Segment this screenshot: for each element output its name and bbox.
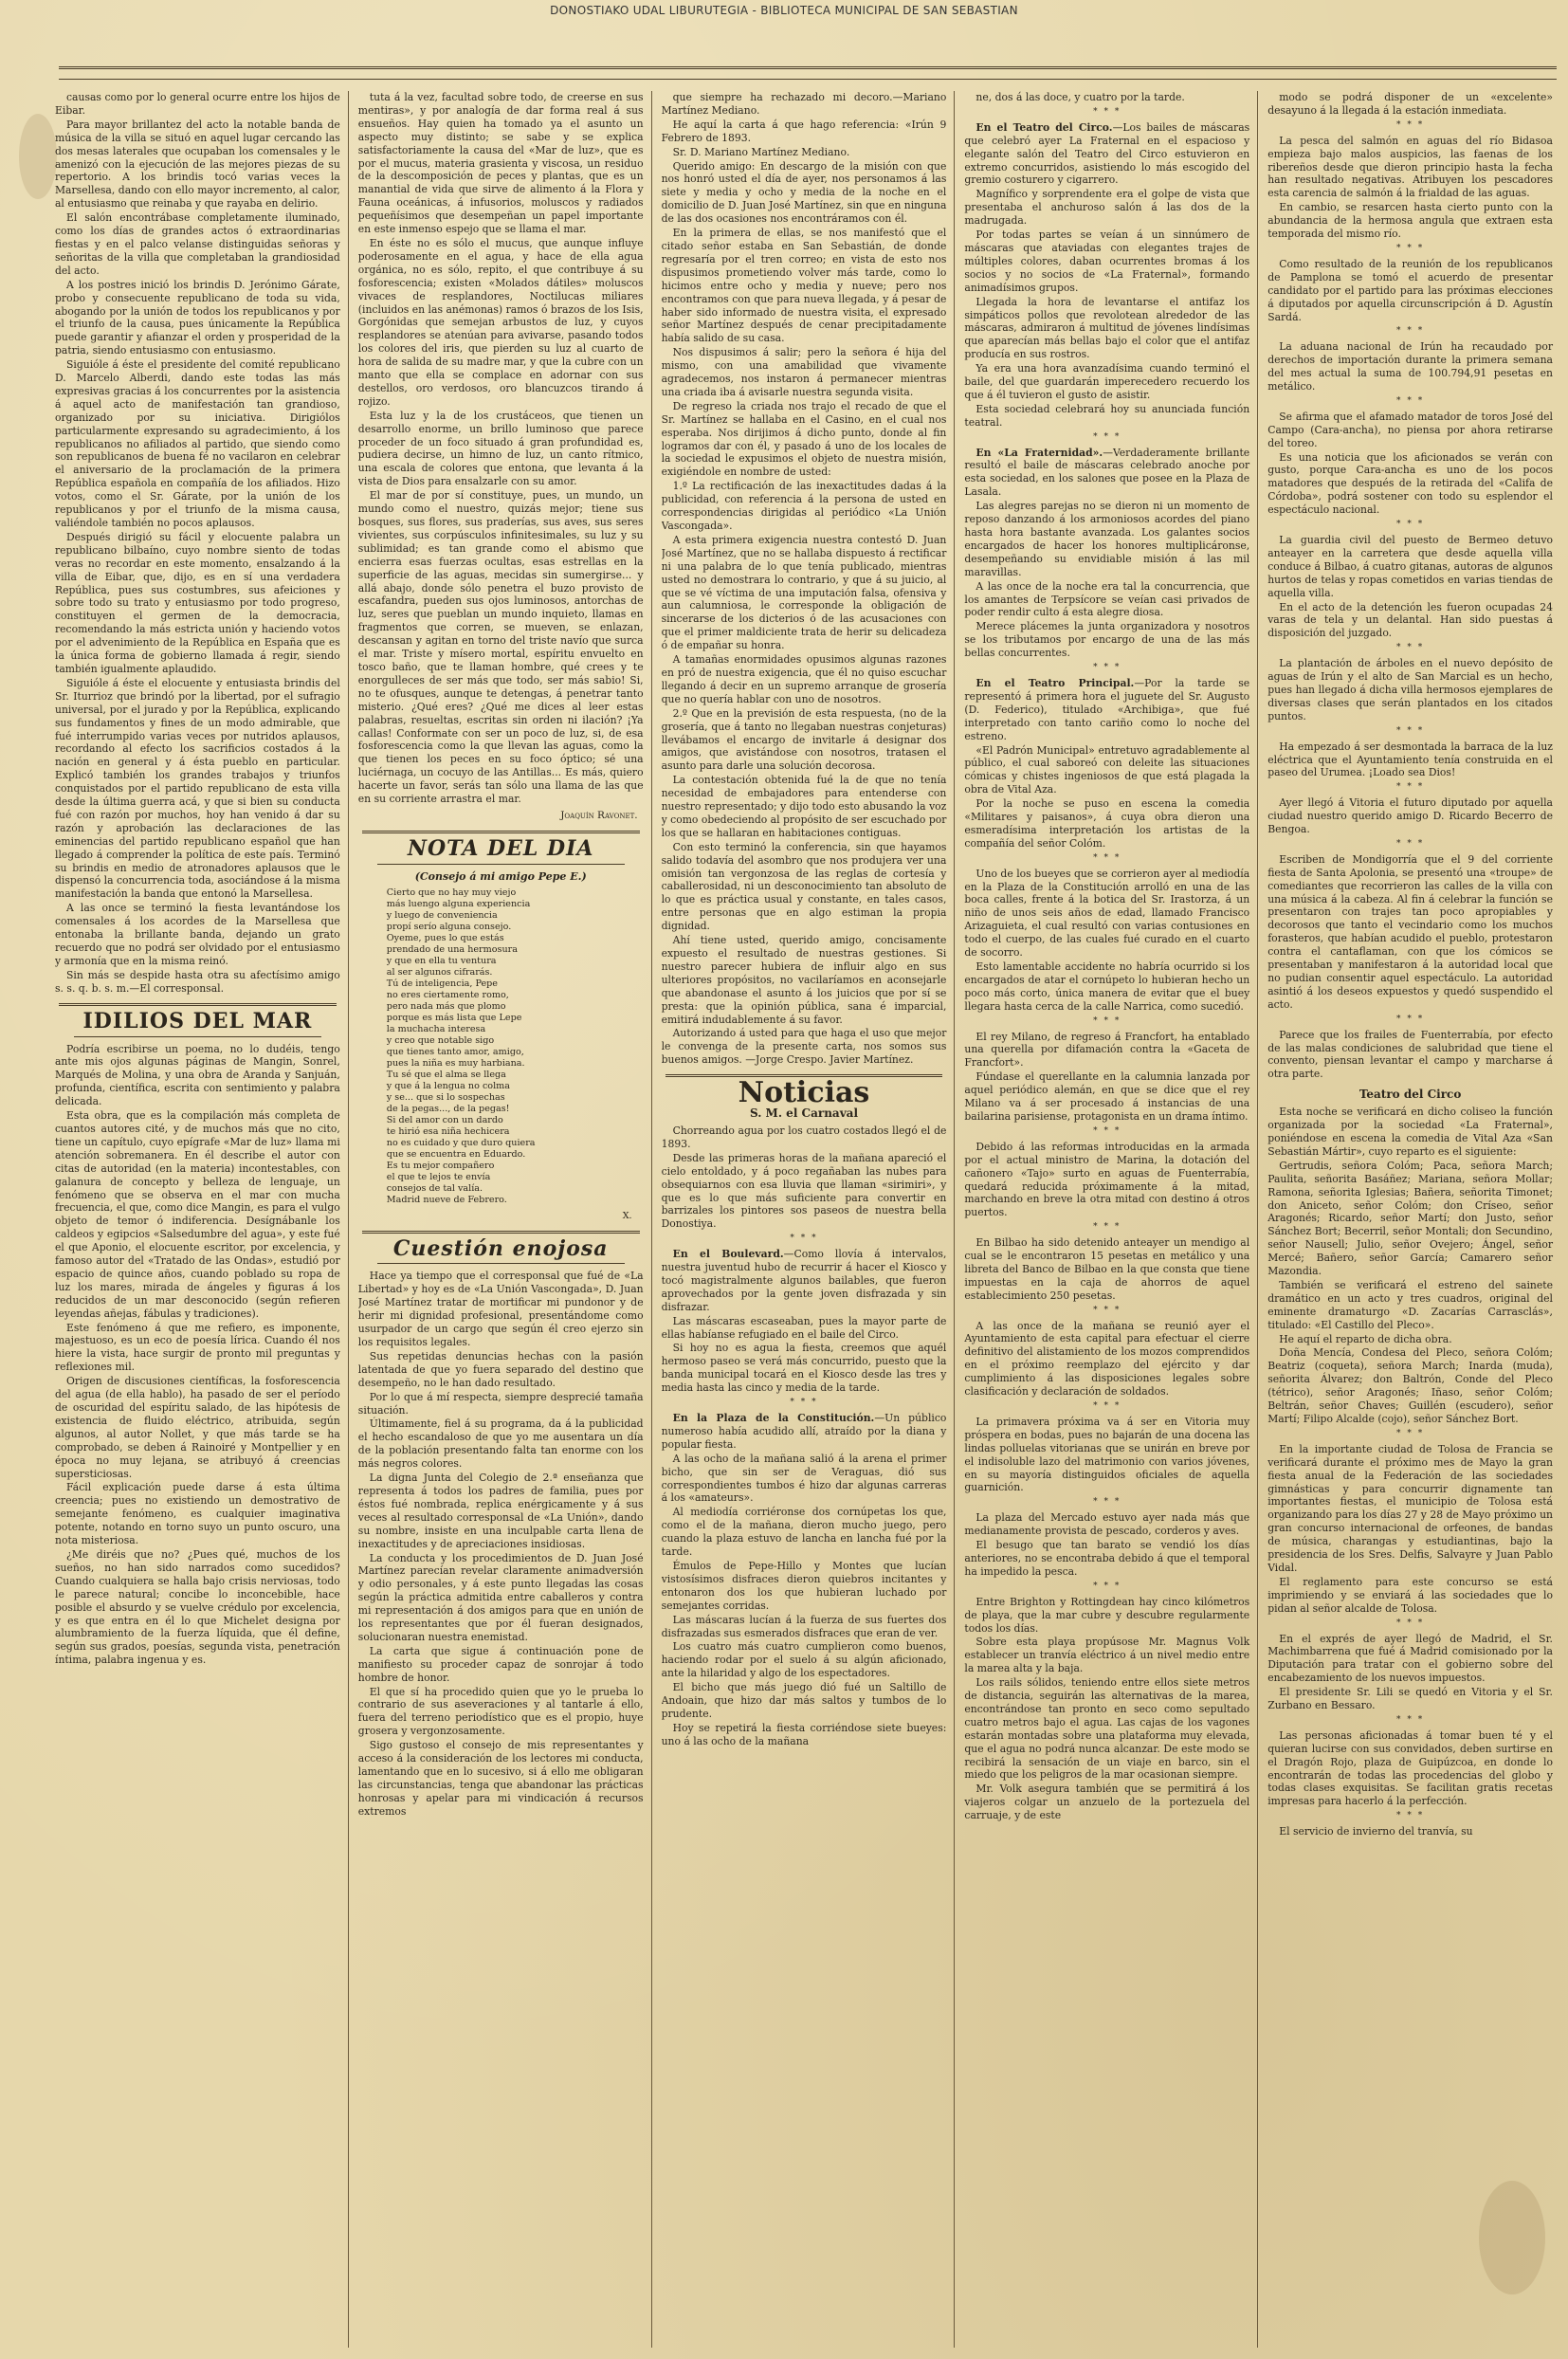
verse-line: la muchacha interesa	[386, 1023, 486, 1034]
paragraph: De regreso la criada nos trajo el recado de que el Sr. Martínez se hallaba en el Casino, en el cual nos esperaba. Nos dirijimos á dicho punto, donde al fin logramos dar con él, y pasado á uno de los locales de la sociedad le expusimos el objeto de nuestra misión, exigiéndole en nombre de usted:	[661, 399, 947, 479]
paragraph: «El Padrón Municipal» entretuvo agradablemente al público, el cual saboreó con deleite las situaciones cómicas y chistes ingeniosos de que está plagada la obra de Vital Aza.	[964, 743, 1250, 796]
separator-stars: * * *	[1395, 326, 1425, 337]
separator-stars: * * *	[1395, 1428, 1425, 1438]
paragraph: Querido amigo: En descargo de la misión con que nos honró usted el día de ayer, nos personamos á las siete y media y ocho y media de la noche en el domicilio de D. Juan José Martínez, sin que en ninguna de las dos ocasiones nos encontráramos con él.	[661, 159, 947, 226]
verse-signature: X.	[622, 1210, 632, 1221]
paragraph: El que sí ha procedido quien que yo le prueba lo contrario de sus aseveraciones y al tantarle á ello, fuera del terreno periodístico que es el propio, huye grosera y vergonzosamente.	[357, 1685, 644, 1738]
separator-stars: * * *	[1395, 395, 1425, 406]
paragraph: Las máscaras escaseaban, pues la mayor parte de ellas habíanse refugiado en el baile del Circo.	[661, 1314, 947, 1341]
verse-line: que se encuentra en Eduardo.	[386, 1148, 526, 1160]
paragraph: El besugo que tan barato se vendió los días anteriores, no se encontraba debido á que el temporal ha impedido la pesca.	[964, 1539, 1250, 1578]
verse-line: Tu sé que el alma se llega	[386, 1069, 506, 1080]
paragraph: Hoy se repetirá la fiesta corriéndose siete bueyes: uno á las ocho de la mañana	[661, 1721, 947, 1747]
paragraph: Siguióle á éste el elocuente y entusiasta brindis del Sr. Iturrioz que brindó por la libertad, por el sufragio universal, por el jurado y por la República, explicando sus fundamentos y fines de un modo admirable, que fué interrumpido varias veces por nutridos aplausos, recordando al efecto los sacrificios costados á la nación en general y á ésta pueblo en particular. Explicó también los grandes trabajos y triunfos conquistados por el partido republicano de esta villa desde la última guerra acá, y que si bien su conducta fué con razón por muchos, hoy han venido á dar su razón y aprobación las declaraciones de las eminencias del partido republicano español que han llegado á comprender la política de este país. Terminó su brindis en medio de atronadores aplausos que le dispensó la concurrencia toda, asociándose á la misma manifestación la banda que entonó la Marsellesa.	[55, 676, 340, 901]
verse-line: Si del amor con un dardo	[386, 1114, 503, 1125]
paragraph: La digna Junta del Colegio de 2.ª enseñanza que representa á todos los padres de familia, pues por éstos fué nombrada, replica enérgicamente y á sus veces al resultado corresponsal de «La Unión», dando su nombre, insiste en una inculpable carta llena de inexactitudes y de apreciaciones insidiosas.	[357, 1472, 644, 1550]
separator-stars: * * *	[1093, 852, 1121, 863]
paragraph: tuta á la vez, facultad sobre todo, de creerse en sus mentiras», y por analogía de dar forma real á sus ensueños. Hay quien ha tomado ya el asunto un aspecto muy distinto; se sabe y se explica satisfactoriamente la causa del «Mar de luz», que es por el mucus, materia grasienta y viscosa, un residuo de la descomposición de peces y plantas, que es un manantial de vida que sirve de alimento á la Flora y Fauna oceánicas, á infusorios, moluscos y radiados pequeñísimos que desempeñan un papel importante en este inmenso espejo que se llama el mar.	[357, 91, 644, 236]
paragraph: Ayer llegó á Vitoria el futuro diputado por aquella ciudad nuestro querido amigo D. Ricardo Becerro de Bengoa.	[1267, 796, 1553, 836]
verse-line: y luego de conveniencia	[386, 909, 498, 921]
verse-line: consejos de tal valía.	[386, 1182, 483, 1194]
run-in-text: —Verdaderamente brillante resultó el baile de máscaras celebrado anoche por esta sociedad, en los salones que posee en la Plaza de Lasala.	[964, 446, 1250, 499]
paragraph: modo se podrá disponer de un «excelente» desayuno á la llegada á la estación inmediata.	[1267, 91, 1553, 117]
archive-header: DONOSTIAKO UDAL LIBURUTEGIA - BIBLIOTECA MUNICIPAL DE SAN SEBASTIAN	[550, 4, 1018, 17]
column-2	[358, 91, 652, 2348]
paragraph: Últimamente, fiel á su programa, da á la publicidad el hecho escandaloso de que yo me ausentara un día de la población presentando falta tan enorme con los más negros colores.	[357, 1417, 644, 1471]
column-1	[55, 91, 349, 2348]
paragraph	[964, 121, 1249, 188]
verse-block	[387, 887, 634, 1206]
paragraph	[964, 677, 1249, 743]
paragraph: ne, dos á las doce, y cuatro por la tarde.	[975, 91, 1185, 103]
verse-line: Madrid nueve de Febrero.	[386, 1194, 507, 1205]
verse-line: pues la niña es muy harbiana.	[386, 1057, 525, 1069]
separator-stars: * * *	[1093, 431, 1121, 442]
separator-stars: * * *	[1093, 106, 1121, 117]
paper-stain	[19, 114, 57, 199]
run-in-heading: En el Teatro Principal.	[975, 676, 1135, 689]
run-in-heading: En el Teatro del Circo.	[975, 120, 1113, 134]
verse-line: de la pegas..., de la pegas!	[386, 1103, 510, 1114]
paragraph: El mar de por sí constituye, pues, un mundo, un mundo como el nuestro, quizás mejor; tiene sus bosques, sus flores, sus praderías, sus aves, sus seres vivientes, sus corpúsculos infinitesimales, su luz y su sublimidad; es tan grande como el abismo que encierra esas fuerzas ocultas, esas estrellas en la superficie de las aguas, mecidas sin sumergirse... y allá abajo, donde sólo penetra el buzo provisto de escafandra, pueden sus ojos luminosos, antorchas de luz, seres que pueblan un mundo inquieto, llamas en fragmentos que corren, se mueven, se enlazan, descansan y agitan en torno del triste navío que surca el mar. Triste y mísero mortal, espíritu envuelto en tosco baño, que te llaman hombre, qué crees y te enorgulleces de ser más que todo, ser más sabio! Si, no te ofusques, aunque te detengas, á penetrar tanto misterio. ¿Qué eres? ¿Qué me dices al leer estas palabras, resueltas, escritas sin orden ni ilación? ¡Ya callas! Conformate con ser un poco de luz, si, de esa fosforescencia como la que llevan las aguas, como la que tienen los peces en su foco óptico; sé una luciérnaga, un cocuyo de las Antillas... Es más, quiero hacerte un favor, serás tan sólo una llama de las que en su corriente arrastra el mar.	[357, 489, 644, 806]
separator-stars: * * *	[1395, 643, 1425, 653]
paragraph: Las máscaras lucían á la fuerza de sus fuertes dos disfrazadas sus esmerados disfraces que eran de ver.	[661, 1613, 947, 1639]
verse-line: más luengo alguna experiencia	[386, 898, 531, 909]
paragraph: Fúndase el querellante en la calumnia lanzada por aquel periódico alemán, en que se dice que el rey Milano va á ser procesado á instancias de una bailarina parisiense, protagonista en un drama íntimo.	[964, 1070, 1250, 1123]
verse-line: Oyeme, pues lo que estás	[386, 932, 504, 943]
separator-stars: * * *	[1395, 520, 1425, 530]
verse-line: te hirió esa niña hechicera	[386, 1125, 510, 1137]
run-in-heading: En el Boulevard.	[672, 1248, 784, 1261]
paragraph: Escriben de Mondigorría que el 9 del corriente fiesta de Santa Apolonia, se presentó una «troupe» de comediantes que recorrieron las calles de la villa con una música á la cabeza. Al fin á celebrar la función se presentaron con trajes tan poco apropiables y decorosos que tanto el vecindario como los muchos forasteros, que habían acudido el pueblo, protestaron contra el cantaflaman, con que los cómicos se presentaban y manifestaron á la autoridad local que no pudian consentir aquel espectáculo. La autoridad asintió á los deseos expuestos y quedó suspendido el acto.	[1267, 852, 1553, 1011]
paragraph: Hace ya tiempo que el corresponsal que fué de «La Libertad» y hoy es de «La Unión Vascongada», D. Juan José Martínez tratar de mortificar mi pundonor y de herir mi dignidad profesional, presentándome como usurpador de un cargo que según él creo ejerzo sin los requisitos legales.	[357, 1270, 644, 1348]
paragraph: Mr. Volk asegura también que se permitirá á los viajeros colgar un anzuelo de la portezuela del carruaje, y de este	[964, 1783, 1250, 1822]
section-heading-cuestion: Cuestión enojosa	[392, 1235, 609, 1261]
subheading-carnaval: S. M. el Carnaval	[749, 1106, 859, 1121]
paragraph: Fácil explicación puede darse á esta última creencia; pues no existiendo un demostrativo de semejante fenómeno, es cualquier imaginativa potente, notando en torno suyo un punto oscuro, una nota misteriosa.	[55, 1481, 340, 1547]
paragraph: En éste no es sólo el mucus, que aunque influye poderosamente en el agua, y hace de ella agua orgánica, no es sólo, repito, el que contribuye á su fosforescencia; existen «Molados dátiles» moluscos vivaces de resplandores, Noctilucas miliares (incluidos en las anémonas) ramos ó brazos de los Isis, Gorgónidas que semejan arbustos de luz, y cuyos resplandores se atenúan para avivarse, pasando todos los colores del iris, que pierden su luz al cuarto de hora de salida de su madre mar, y que la cubre con un manto que ella se complace en adornar con sus destellos, oro verdosos, oro blancuzcos tirando á rojizo.	[357, 236, 644, 408]
run-in-text: —Los bailes de máscaras que celebró ayer La Fraternal en el espacioso y elegante salón del Teatro del Circo estuvieron en extremo concurridos, asistiendo lo más escogido del gremio costurero y cigarrero.	[964, 120, 1250, 187]
paragraph: Ahí tiene usted, querido amigo, concisamente expuesto el resultado de nuestras gestiones. Si nuestro parecer hubiera de influir algo en sus ulteriores propósitos, no vacilaríamos en aconsejarle que abandonase el asunto á los juicios que por sí se presta: que la opinión pública, sana é imparcial, emitirá indudablemente á su favor.	[661, 934, 947, 1026]
separator-stars: * * *	[790, 1234, 818, 1244]
paragraph: Siguióle á éste el presidente del comité republicano D. Marcelo Alberdi, dando este todas las más expresivas gracias á los concurrentes por la asistencia á aquel acto de manifestación tan grandioso, organizado por su iniciativa. Dirigiólos particularmente expresando su agradecimiento, á los republicanos no afiliados al partido, que siendo como son republicanos de buena fé no vacilaron en celebrar el aniversario de la proclamación de la primera República española en compañía de los afiliados. Hizo votos, como el Sr. Gárate, por la unión de los republicanos y por el triunfo de la misma causa, valiéndole también no pocos aplausos.	[55, 358, 340, 529]
separator-stars: * * *	[1093, 1125, 1121, 1136]
paragraph: En cambio, se resarcen hasta cierto punto con la abundancia de la hermosa angula que extraen esta temporada del mismo río.	[1267, 201, 1553, 241]
section-heading-noticias: Noticias	[738, 1076, 870, 1110]
verse-line: Es tu mejor compañero	[386, 1160, 495, 1171]
paragraph: He aquí el reparto de dicha obra.	[1279, 1332, 1452, 1345]
paragraph: Los rails sólidos, teniendo entre ellos siete metros de distancia, seguirán las alternativas de la marea, encontrándose tan pronto en seco como sepultado cuatro metros bajo el agua. Las cajas de los vagones estarán montadas sobre una plataforma muy elevada, que el agua no podrá nunca alcanzar. De este modo se recibirá la sensación de un viaje en barco, sin el miedo que los peligros de la mar ocasionan siempre.	[964, 1676, 1250, 1782]
separator-stars: * * *	[1395, 1714, 1425, 1725]
paragraph: También se verificará el estreno del sainete dramático en un acto y tres cuadros, original del eminente dramaturgo «D. Zacarías Carrasclás», titulado: «El Castillo del Pleco».	[1267, 1278, 1553, 1331]
run-in-heading: En la Plaza de la Constitución.	[672, 1412, 875, 1424]
paragraph: El reglamento para este concurso se está imprimiendo y se enviará á las sociedades que lo pidan al señor alcalde de Tolosa.	[1267, 1575, 1553, 1615]
column-3	[662, 91, 956, 2348]
section-rule	[377, 1263, 625, 1264]
separator-stars: * * *	[1395, 119, 1425, 130]
paragraph: ¿Me diréis que no? ¿Pues qué, muchos de los sueños, no han sido narrados como sucedidos? Cuando cualquiera se halla bajo crisis nerviosas, todo le parece natural; concibe lo inconcebible, hace posible el absurdo y se vuelve crédulo por excelencia, y es que entra en él lo que Michelet designa por alumbramiento de la fuerza líquida, que él define, según sus grados, poesías, segunda vista, penetración íntima, palabra ingenua y es.	[55, 1547, 340, 1667]
paragraph: Émulos de Pepe-Hillo y Montes que lucían vistosísimos disfraces dieron quiebros incitantes y entonaron dos los que hubieran luchado por semejantes corridas.	[661, 1559, 947, 1612]
paragraph: En el exprés de ayer llegó de Madrid, el Sr. Machimbarrena que fué á Madrid comisionado por la Diputación para tratar con el gobierno sobre del encabezamiento de los nuevos impuestos.	[1267, 1632, 1553, 1685]
paragraph: Doña Mencía, Condesa del Pleco, señora Colóm; Beatriz (coqueta), señora March; Inarda (muda), señorita Álvarez; don Baltrón, Conde del Pleco (tétrico), señor Aragonés; Iñaso, señor Colóm; Beltrán, señor Chaves; Guillén (escudero), señor Martí; Filipo Alcalde (cojo), señor Sánchez Bort.	[1267, 1346, 1553, 1425]
verse-line: y se... que si lo sospechas	[386, 1091, 505, 1103]
verse-line: no es cuidado y que duro quiera	[386, 1137, 536, 1148]
paragraph: Esta luz y la de los crustáceos, que tienen un desarrollo enorme, un brillo luminoso que parece proceder de un foco situado á gran profundidad es, pudiera decirse, un himno de luz, un canto rítmico, una escala de colores que entona, que levanta á la vista de Dios para ensalzarle con su amor.	[357, 409, 644, 488]
paragraph: Sigo gustoso el consejo de mis representantes y acceso á la consideración de los lectores mi conducta, lamentando que en lo sucesivo, si á ello me obligaran las circunstancias, tenga que abandonar las prácticas honrosas y apelar para mi vindicación á recursos extremos	[357, 1739, 644, 1818]
separator-stars: * * *	[1395, 1014, 1425, 1024]
verse-line: y que á la lengua no colma	[386, 1080, 510, 1091]
paragraph: Por la noche se puso en escena la comedia «Militares y paisanos», á cuya obra dieron una esmeradísima interpretación los artistas de la compañía del señor Colóm.	[964, 797, 1250, 850]
separator-stars: * * *	[1395, 243, 1425, 253]
separator-stars: * * *	[1395, 1618, 1425, 1628]
verse-line: Cierto que no hay muy viejo	[386, 887, 517, 898]
paragraph: El servicio de invierno del tranvía, su	[1279, 1825, 1473, 1838]
paragraph: A tamañas enormidades opusimos algunas razones en pró de nuestra exigencia, que él no quiso escuchar llegando á decir en un supremo arranque de grosería que no quería hablar con uno de nosotros.	[661, 653, 947, 705]
column-5	[1267, 91, 1560, 2348]
verse-line: prendado de una hermosura	[386, 943, 518, 955]
paragraph: Sin más se despide hasta otra su afectísimo amigo s. s. q. b. s. m.—El corresponsal.	[55, 968, 340, 995]
section-rule	[362, 831, 640, 833]
paragraph: Podría escribirse un poema, no lo dudéis, tengo ante mis ojos algunas páginas de Mangin, Sonrel, Marqués de Molina, y una obra de Aranda y Sanjuán, profunda, científica, escrita con sentimiento y palabra delicada.	[55, 1042, 340, 1108]
paragraph: Como resultado de la reunión de los republicanos de Pamplona se tomó el acuerdo de presentar candidato por el partido para las próximas elecciones á diputados por aquella circunscripción á D. Agustín Sardá.	[1267, 257, 1553, 323]
verse-line: propí serío alguna consejo.	[386, 921, 512, 932]
paragraph: La contestación obtenida fué la de que no tenía necesidad de embajadores para entenderse con nuestro representado; y dijo todo esto abusando la voz y como obedeciendo al propósito de ser escuchado por los que se hallaran en habitaciones contiguas.	[661, 774, 947, 839]
paragraph: Después dirigió su fácil y elocuente palabra un republicano bilbaíno, cuyo nombre siento de todas veras no recordar en este momento, ensalzando á la villa de Eibar, que, dijo, es en sí una verdadera República, pues sus costumbres, sus afeiciones y sobre todo su trato y entusiasmo por todo progreso, constituyen el germen de la democracia, recomendando la más estricta unión y haciendo votos por el advenimiento de la República en España que es la única forma de gobierno llamada á regir, siendo también igualmente aplaudido.	[55, 530, 340, 675]
paragraph	[662, 1248, 947, 1314]
separator-stars: * * *	[1395, 782, 1425, 793]
section-rule	[59, 1003, 337, 1006]
section-rule	[362, 1231, 640, 1234]
paragraph: Chorreando agua por los cuatro costados llegó el de 1893.	[661, 1124, 947, 1150]
paragraph	[662, 1412, 947, 1452]
paragraph: Esta obra, que es la compilación más completa de cuantos autores cité, y de muchos más que no cito, tiene un capítulo, cuyo epígrafe «Mar de luz» llama mi atención sobremanera. En él describe el autor con citas de autoridad (en la materia) incontestables, con galanura de concepto y belleza de lenguaje, un fenómeno que se observa en el mar con mucha frecuencia, el que, como dice Mangin, es para el vulgo objeto de temor ó indiferencia. Desígnábanle los caldeos y egipcios «Salsedumbre del agua», y este fué el que Aponio, el elocuente escritor, por excelencia, y famoso autor del «Tratado de las Ondas», estudió por espacio de quince años, cuando poblado su ropa de luz los mares, mirada de ángeles y figuras á los reducidos de un mar desconocido (según refieren leyendas añejas, fábulas y tradiciones).	[55, 1109, 340, 1320]
section-heading-idilios: IDILIOS DEL MAR	[82, 1008, 313, 1033]
verse-line: y que en ella tu ventura	[386, 955, 497, 966]
paragraph: Es una noticia que los aficionados se verán con gusto, porque Cara-ancha es uno de los pocos matadores que después de la retirada del «Califa de Córdoba», podrá sostener con todo su esplendor el espectáculo nacional.	[1267, 450, 1553, 517]
paragraph: El presidente Sr. Lili se quedó en Vitoria y el Sr. Zurbano en Bessaro.	[1267, 1686, 1553, 1712]
paragraph: A esta primera exigencia nuestra contestó D. Juan José Martínez, que no se hallaba dispuesto á rectificar ni una palabra de lo que tenía publicado, mientras usted no demostrara lo contrario, y que á su juicio, al que se vé víctima de una imputación falsa, ofensiva y aun calumniosa, le corresponde la obligación de sincerarse de los dicterios ó de las acusaciones con que el primer maldiciente trata de herir su delicadeza ó de empañar su honra.	[661, 533, 947, 652]
paragraph: Gertrudis, señora Colóm; Paca, señora March; Paulita, señorita Basáñez; Mariana, señora Mollar; Ramona, señorita Iglesias; Bañera, señorita Timonet; don Aniceto, señor Colóm; don Críseo, señor Aragonés; Ricardo, señor Martí; don Justo, señor Sánchez Bort; Becerril, señor Montali; don Secundino, señor Nausell; Julio, señor Ovejero; Ángel, señor Mercé; Bañero, señor García; Camarero señor Mazondia.	[1267, 1159, 1553, 1278]
masthead-rule	[59, 66, 1557, 80]
signature: Joaquín Ravonet.	[560, 809, 638, 821]
section-heading-teatro-circo: Teatro del Circo	[1358, 1088, 1462, 1102]
paragraph: Magnífico y sorprendente era el golpe de vista que presentaba el anchuroso salón á las dos de la madrugada.	[964, 188, 1250, 228]
paragraph: La guardia civil del puesto de Bermeo detuvo anteayer en la carretera que desde aquella villa conduce á Bilbao, á cuatro gitanas, autoras de algunos hurtos de telas y ropas cometidos en varias tiendas de aquella villa.	[1267, 534, 1553, 599]
paragraph: El salón encontrábase completamente iluminado, como los días de grandes actos ó extraordinarias fiestas y en el palco velanse distinguidas señoras y señoritas de la villa que completaban la grandiosidad del acto.	[55, 211, 340, 277]
paragraph: En Bilbao ha sido detenido anteayer un mendigo al cual se le encontraron 15 pesetas en metálico y una libreta del Banco de Bilbao en la que consta que tiene impuestas en la caja de ahorros de aquel establecimiento 250 pesetas.	[964, 1236, 1250, 1302]
paragraph: Parece que los frailes de Fuenterrabía, por efecto de las malas condiciones de salubridad que tiene el convento, piensan levantar el campo y marcharse á otra parte.	[1267, 1028, 1553, 1081]
paragraph: Esta sociedad celebrará hoy su anunciada función teatral.	[964, 402, 1250, 429]
columns	[55, 91, 1560, 2348]
separator-stars: * * *	[1093, 1222, 1121, 1233]
paragraph: La aduana nacional de Irún ha recaudado por derechos de importación durante la primera semana del mes actual la suma de 100.794,91 pesetas en metálico.	[1267, 340, 1553, 393]
paragraph: Llegada la hora de levantarse el antifaz los simpáticos pollos que revolotean alrededor de las máscaras, admiraron á multitud de jóvenes lindísimas que aparecían más bellas bajo el color que el antifaz producía en sus rostros.	[964, 295, 1250, 361]
separator-stars: * * *	[1093, 1401, 1121, 1411]
paragraph: A las once de la mañana se reunió ayer el Ayuntamiento de esta capital para efectuar el cierre definitivo del alistamiento de los mozos comprendidos en el próximo reemplazo del ejército y dar cumplimiento á las disposiciones legales sobre clasificación y declaración de soldados.	[964, 1319, 1250, 1399]
paragraph: En la importante ciudad de Tolosa de Francia se verificará durante el próximo mes de Mayo la gran fiesta anual de la Federación de las sociedades gimnásticas y para concurrir dignamente tan importantes fiestas, el municipio de Tolosa está organizando para los días 27 y 28 de Mayo próximo un gran concurso internacional de orfeones, de bandas de música, charangas y estudiantinas, bajo la presidencia de los Sres. Delfis, Salvayre y Juan Pablo Vidal.	[1267, 1442, 1553, 1574]
paragraph: Nos dispusimos á salir; pero la señora é hija del mismo, con una amabilidad que vivamente agradecemos, nos instaron á permanecer mientras una criada iba á avisarle nuestra segunda visita.	[661, 346, 947, 398]
run-in-text: —Por la tarde se representó á primera hora el juguete del Sr. Augusto (D. Federico), titulado «Archibiga», que fué interpretado con tanto cariño como lo noche del estreno.	[964, 676, 1250, 742]
paragraph: Autorizando á usted para que haga el uso que mejor le convenga de la presente carta, nos somos sus buenos amigos. —Jorge Crespo. Javier Martínez.	[661, 1027, 947, 1067]
paragraph: El bicho que más juego dió fué un Saltillo de Andoain, que hizo dar más saltos y tumbos de lo prudente.	[661, 1681, 947, 1720]
run-in-text: —Como llovía á intervalos, nuestra juventud hubo de recurrir á hacer el Kiosco y tocó magistralmente algunos bailables, que fueron aprovechados por la gente joven disfrazada y sin disfrazar.	[661, 1248, 947, 1313]
verse-line: Tú de inteligencia, Pepe	[386, 978, 498, 989]
separator-stars: * * *	[1093, 1581, 1121, 1591]
paragraph: He aquí la carta á que hago referencia: «Irún 9 Febrero de 1893.	[661, 118, 947, 144]
paragraph: La plantación de árboles en el nuevo depósito de aguas de Irún y el alto de San Marcial es un hecho, pues han llegado á dicha villa hermosos ejemplares de diversas clases que serán plantados en los citados puntos.	[1267, 657, 1553, 722]
separator-stars: * * *	[1093, 1015, 1121, 1026]
paragraph: Para mayor brillantez del acto la notable banda de música de la villa se situó en aquel lugar cercando las dos mesas laterales que ocupaban los comensales y le amenizó con la ejecución de las mejores piezas de su repertorio. A los brindis tocó varias veces la Marsellesa, dando con ello mayor incremento, al calor, al entusiasmo que reinaba y que rayaba en delirio.	[55, 118, 340, 210]
verse-line: no eres ciertamente romo,	[386, 989, 509, 1000]
paragraph: Sus repetidas denuncias hechas con la pasión latentada de que yo fuera separado del destino que desempeño, no le han dado resultado.	[357, 1349, 644, 1389]
column-4	[964, 91, 1258, 2348]
paragraph: 1.º La rectificación de las inexactitudes dadas á la publicidad, con referencia á la persona de usted en correspondencias dirigidas al periódico «La Unión Vascongada».	[661, 480, 947, 532]
run-in-heading: En «La Fraternidad».	[975, 446, 1103, 459]
section-rule	[74, 1036, 321, 1037]
paragraph: Desde las primeras horas de la mañana apareció el cielo entoldado, y á poco regañaban las nubes para obsequiarnos con esa lluvia que llaman «sirimiri», y que es lo que más suficiente para convertir en barrizales los pintores sos paseos de nuestra bella Donostiya.	[661, 1151, 947, 1231]
paragraph: Por lo que á mí respecta, siempre desprecié tamaña situación.	[357, 1390, 644, 1417]
run-in-text: —Un público numeroso había acudido allí, atraído por la diana y popular fiesta.	[661, 1412, 947, 1451]
paragraph: Ha empezado á ser desmontada la barraca de la luz eléctrica que el Ayuntamiento tenía construida en el paseo del Urumea. ¡Loado sea Dios!	[1267, 740, 1553, 779]
paragraph: Al mediodía corriéronse dos cornúpetas los que, como el de la mañana, dieron mucho juego, pero cuando la plaza estuvo de lancha en lancha fué por la tarde.	[661, 1506, 947, 1559]
paragraph: Con esto terminó la conferencia, sin que hayamos salido todavía del asombro que nos produjera ver una omisión tan vergonzosa de las reglas de cortesía y caballerosidad, ni un desconocimiento tan absoluto de lo que es práctica usual y constante, en tales casos, entre personas que en algo estiman la propia dignidad.	[661, 840, 947, 933]
separator-stars: * * *	[790, 1398, 818, 1408]
verse-line: porque es más lista que Lepe	[386, 1012, 522, 1023]
separator-stars: * * *	[1395, 725, 1425, 736]
paragraph: que siempre ha rechazado mi decoro.—Mariano Martínez Mediano.	[661, 91, 947, 117]
separator-stars: * * *	[1395, 838, 1425, 849]
separator-stars: * * *	[1093, 1305, 1121, 1315]
separator-stars: * * *	[1395, 1811, 1425, 1821]
section-heading-nota-del-dia: NOTA DEL DIA	[407, 835, 594, 861]
paragraph: A las ocho de la mañana salió á la arena el primer bicho, que sin ser de Veraguas, dió sus correspondientes tumbos é hizo dar algunas carreras á los «amateurs».	[661, 1452, 947, 1505]
verse-line: al ser algunos cifrarás.	[386, 966, 493, 978]
paragraph: La conducta y los procedimientos de D. Juan José Martínez parecían revelar claramente animadversión y odio personales, y á este punto llegadas las cosas según la práctica admitida entre caballeros y contra mi representación á dos amigos para que en unión de los representantes que por él fueran designados, solucionaran nuestra enemistad.	[357, 1551, 644, 1643]
paragraph: En la primera de ellas, se nos manifestó que el citado señor estaba en San Sebastián, de donde regresaría por el tren correo; en vista de esto nos dispusimos prometiendo volver más tarde, como lo hicimos entre ocho y media y nueve; pero nos encontramos con que para nueva llegada, y á pesar de haber sido informado de nuestra visita, el expresado señor Martínez después de cenar precipitadamente había salido de su casa.	[661, 227, 947, 345]
separator-stars: * * *	[1093, 1497, 1121, 1508]
paragraph: Uno de los bueyes que se corrieron ayer al mediodía en la Plaza de la Constitución arrolló en una de las boca calles, frente á la botica del Sr. Irastorza, á un niño de unos seis años de edad, llamado Francisco Arizaguieta, el cual resultó con varias contusiones en todo el cuerpo, de las cuales fué curado en el cuarto de socorro.	[964, 867, 1250, 960]
paragraph: Por todas partes se veían á un sinnúmero de máscaras que ataviadas con elegantes trajes de múltiples colores, daban ocurrentes bromas á los socios y no socios de «La Fraternal», formando animadísimos grupos.	[964, 229, 1250, 294]
paragraph: Esto lamentable accidente no habría ocurrido si los encargados de atar el cornúpeto lo hubieran hecho un poco más corto, única manera de evitar que el buey llegara hasta cerca de la calle Narrica, como sucedió.	[964, 960, 1250, 1013]
paragraph: Sobre esta playa propúsose Mr. Magnus Volk establecer un tranvía eléctrico á un nivel medio entre la marea alta y la baja.	[964, 1636, 1250, 1675]
paragraph: causas como por lo general ocurre entre los hijos de Eibar.	[55, 91, 340, 117]
paragraph: La primavera próxima va á ser en Vitoria muy próspera en bodas, pues no bajarán de una docena las lindas polluelas vitorianas que se unirán en breve por el indisoluble lazo del matrimonio con varios jóvenes, en su mayoría distinguidos oficiales de aquella guarnición.	[964, 1415, 1250, 1494]
paragraph: Si hoy no es agua la fiesta, creemos que aquél hermoso paseo se verá más concurrido, puesto que la banda municipal tocará en el Kiosco desde las tres y media hasta las cinco y media de la tarde.	[661, 1342, 947, 1395]
paragraph: A las once se terminó la fiesta levantándose los comensales á los acordes de la Marsellesa que entonaba la brillante banda, dejando un grato recuerdo que no podrá ser olvidado por el entusiasmo y armonía que en la misma reinó.	[55, 902, 340, 967]
paragraph: Ya era una hora avanzadísima cuando terminó el baile, del que guardarán imperecedero recuerdo los que á él tuvieron el gusto de asistir.	[964, 362, 1250, 401]
verse-line: el que te lejos te envía	[386, 1171, 491, 1182]
paragraph: Esta noche se verificará en dicho coliseo la función organizada por la sociedad «La Fraternal», poniéndose en escena la comedia de Vital Aza «San Sebastián Mártir», cuyo reparto es el siguiente:	[1267, 1106, 1553, 1158]
paragraph: A las once de la noche era tal la concurrencia, que los amantes de Terpsícore se veían casi privados de poder rendir culto á esta alegre diosa.	[964, 579, 1250, 619]
paragraph	[964, 447, 1249, 500]
verse-line: pero nada más que plomo	[386, 1000, 506, 1012]
paragraph: A los postres inició los brindis D. Jerónimo Gárate, probo y consecuente republicano de toda su vida, abogando por la unión de todos los republicanos y por el triunfo de la causa, pues únicamente la República puede garantir y afianzar el orden y prosperidad de la patria, siendo entusiasmo con entusiasmo.	[55, 278, 340, 357]
paragraph: La plaza del Mercado estuvo ayer nada más que medianamente provista de pescado, corderos y aves.	[964, 1511, 1250, 1538]
paragraph: El rey Milano, de regreso á Francfort, ha entablado una querella por difamación contra la «Gaceta de Francfort».	[964, 1030, 1250, 1070]
paragraph: La pesca del salmón en aguas del río Bidasoa empieza bajo malos auspicios, las faenas de los ribereños desde que dieron principio hasta la fecha han resultado negativas. Atribuyen los pescadores esta carencia de salmón á la frialdad de las aguas.	[1267, 134, 1553, 200]
verse-line: que tienes tanto amor, amigo,	[386, 1046, 524, 1057]
paragraph: Este fenómeno á que me refiero, es imponente, majestuoso, es un eco de poesía lírica. Cuando él nos hiere la vista, hace surgir de pronto mil preguntas y reflexiones mil.	[55, 1321, 340, 1374]
separator-stars: * * *	[1093, 663, 1121, 673]
paragraph: Origen de discusiones científicas, la fosforescencia del agua (de ella hablo), ha pasado de ser el período de oscuridad del espíritu salado, de las hipótesis de existencia de fluido eléctrico, atribuida, según algunos, al autor Nollet, y que más tarde se ha comprobado, se deben á Rainoiré y Montpellier y en época no muy lejana, se atribuyó á creencias supersticiosas.	[55, 1375, 340, 1480]
paragraph: Los cuatro más cuatro cumplieron como buenos, haciendo rodar por el suelo á su algún aficionado, ante la hilaridad y algo de los espectadores.	[661, 1640, 947, 1680]
paragraph: Se afirma que el afamado matador de toros José del Campo (Cara-ancha), no piensa por ahora retirarse del toreo.	[1267, 410, 1553, 449]
paragraph: Entre Brighton y Rottingdean hay cinco kilómetros de playa, que la mar cubre y descubre regularmente todos los días.	[964, 1595, 1250, 1635]
paragraph: Merece plácemes la junta organizadora y nosotros se los tributamos por encargo de una de las más bellas concurrentes.	[964, 620, 1250, 660]
paragraph: Debido á las reformas introducidas en la armada por el actual ministro de Marina, la dotación del cañonero «Tajo» surto en aguas de Fuenterrabía, quedará reducida próximamente á la mitad, marchando en breve la otra mitad con destino á otros puertos.	[964, 1140, 1250, 1219]
paragraph: Sr. D. Mariano Martínez Mediano.	[672, 145, 850, 158]
verse-subheading: (Consejo á mi amigo Pepe E.)	[414, 869, 587, 883]
paragraph: 2.º Que en la previsión de esta respuesta, (no de la grosería, que á tanto no llegaban nuestras conjeturas) llevábamos el encargo de invitarle á designar dos amigos, que avistándose con nosotros, tratasen el asunto para darle una solución decorosa.	[661, 706, 947, 773]
paragraph: En el acto de la detención les fueron ocupadas 24 varas de tela y un delantal. Han sido puestas á disposición del juzgado.	[1267, 600, 1553, 640]
verse-line: y creo que notable sigo	[386, 1034, 495, 1046]
paragraph: Las personas aficionadas á tomar buen té y el quieran lucirse con sus convidados, deben surtirse en el Dragón Rojo, plaza de Guipúzcoa, en donde lo encontrarán de todas las procedencias del globo y todas clases exquisitas. Se facilitan gratis recetas impresas para hacerlo á la perfección.	[1267, 1728, 1553, 1808]
section-rule	[377, 864, 625, 865]
paragraph: Las alegres parejas no se dieron ni un momento de reposo danzando á los armoniosos acordes del piano hasta hora bastante avanzada. Los galantes socios encargados de hacer los honores multiplicáronse, desempeñando su envidiable misión á las mil maravillas.	[964, 500, 1250, 578]
paragraph: La carta que sigue á continuación pone de manifiesto su proceder capaz de sonrojar á todo hombre de honor.	[357, 1644, 644, 1684]
